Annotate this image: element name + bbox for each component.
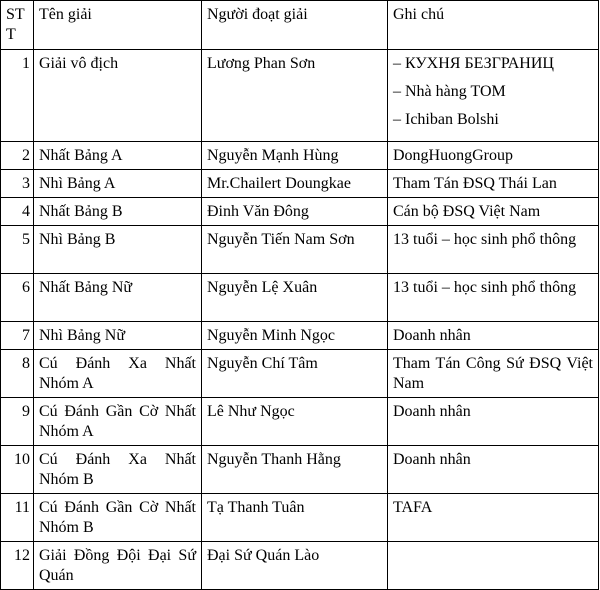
cell-stt: 11 — [1, 494, 34, 542]
note-line: Tham Tán Công Sứ ĐSQ Việt Nam — [393, 355, 593, 392]
note-line: Tham Tán ĐSQ Thái Lan — [393, 175, 557, 192]
cell-note — [388, 170, 599, 198]
header-winner: Người đoạt giải — [202, 1, 388, 50]
cell-stt: 7 — [1, 322, 34, 350]
cell-winner: Nguyễn Lệ Xuân — [202, 274, 388, 322]
cell-note — [388, 350, 599, 398]
cell-note — [388, 542, 599, 590]
cell-award: Cú Đánh Gần Cờ Nhất Nhóm B — [34, 494, 202, 542]
cell-winner: Lê Như Ngọc — [202, 398, 388, 446]
cell-note — [388, 226, 599, 274]
cell-winner: Mr.Chailert Doungkae — [202, 170, 388, 198]
cell-stt: 5 — [1, 226, 34, 274]
cell-stt: 10 — [1, 446, 34, 494]
table-row — [1, 398, 599, 446]
cell-winner: Nguyễn Chí Tâm — [202, 350, 388, 398]
cell-winner: Nguyễn Tiến Nam Sơn — [202, 226, 388, 274]
cell-award: Giải vô địch — [34, 50, 202, 142]
table-body — [1, 50, 599, 590]
table-row — [1, 322, 599, 350]
note-line: TAFA — [393, 499, 433, 516]
table-row — [1, 494, 599, 542]
table-row — [1, 446, 599, 494]
cell-note — [388, 398, 599, 446]
header-award: Tên giải — [34, 1, 202, 50]
table-row — [1, 50, 599, 142]
header-row — [1, 1, 599, 50]
note-line: – КУХНЯ БЕЗГРАНИЦ — [393, 55, 554, 72]
cell-award: Nhì Bảng B — [34, 226, 202, 274]
table-row — [1, 274, 599, 322]
cell-stt: 2 — [1, 142, 34, 170]
cell-note — [388, 50, 599, 142]
cell-stt: 8 — [1, 350, 34, 398]
note-line: 13 tuổi – học sinh phổ thông — [393, 231, 577, 248]
cell-note — [388, 274, 599, 322]
header-stt: STT — [1, 1, 34, 50]
note-line: Cán bộ ĐSQ Việt Nam — [393, 203, 541, 220]
header-note: Ghi chú — [388, 1, 599, 50]
table-row — [1, 542, 599, 590]
cell-winner: Nguyễn Mạnh Hùng — [202, 142, 388, 170]
cell-award: Giải Đồng Đội Đại Sứ Quán — [34, 542, 202, 590]
cell-winner: Đại Sứ Quán Lào — [202, 542, 388, 590]
note-line: Doanh nhân — [393, 451, 471, 468]
cell-note — [388, 494, 599, 542]
note-line: – Ichiban Bolshi — [393, 111, 499, 128]
table-row — [1, 170, 599, 198]
note-line: – Nhà hàng TOM — [393, 83, 506, 100]
cell-award: Nhất Bảng Nữ — [34, 274, 202, 322]
cell-award: Cú Đánh Xa Nhất Nhóm A — [34, 350, 202, 398]
note-line: 13 tuổi – học sinh phổ thông — [393, 279, 577, 296]
cell-stt: 3 — [1, 170, 34, 198]
table-row — [1, 198, 599, 226]
cell-note — [388, 142, 599, 170]
cell-award: Cú Đánh Xa Nhất Nhóm B — [34, 446, 202, 494]
cell-stt: 12 — [1, 542, 34, 590]
cell-note — [388, 446, 599, 494]
cell-note — [388, 198, 599, 226]
cell-winner: Tạ Thanh Tuân — [202, 494, 388, 542]
cell-stt: 1 — [1, 50, 34, 142]
cell-winner: Đinh Văn Đông — [202, 198, 388, 226]
note-line: Doanh nhân — [393, 327, 471, 344]
cell-stt: 6 — [1, 274, 34, 322]
table-row — [1, 350, 599, 398]
cell-winner: Nguyễn Minh Ngọc — [202, 322, 388, 350]
cell-award: Cú Đánh Gần Cờ Nhất Nhóm A — [34, 398, 202, 446]
table-row — [1, 142, 599, 170]
cell-stt: 9 — [1, 398, 34, 446]
cell-winner: Nguyễn Thanh Hằng — [202, 446, 388, 494]
cell-note — [388, 322, 599, 350]
cell-stt: 4 — [1, 198, 34, 226]
cell-award: Nhì Bảng A — [34, 170, 202, 198]
note-line: DongHuongGroup — [393, 147, 513, 164]
cell-winner: Lương Phan Sơn — [202, 50, 388, 142]
cell-award: Nhì Bảng Nữ — [34, 322, 202, 350]
table-row — [1, 226, 599, 274]
cell-award: Nhất Bảng B — [34, 198, 202, 226]
note-line: Doanh nhân — [393, 403, 471, 420]
cell-award: Nhất Bảng A — [34, 142, 202, 170]
